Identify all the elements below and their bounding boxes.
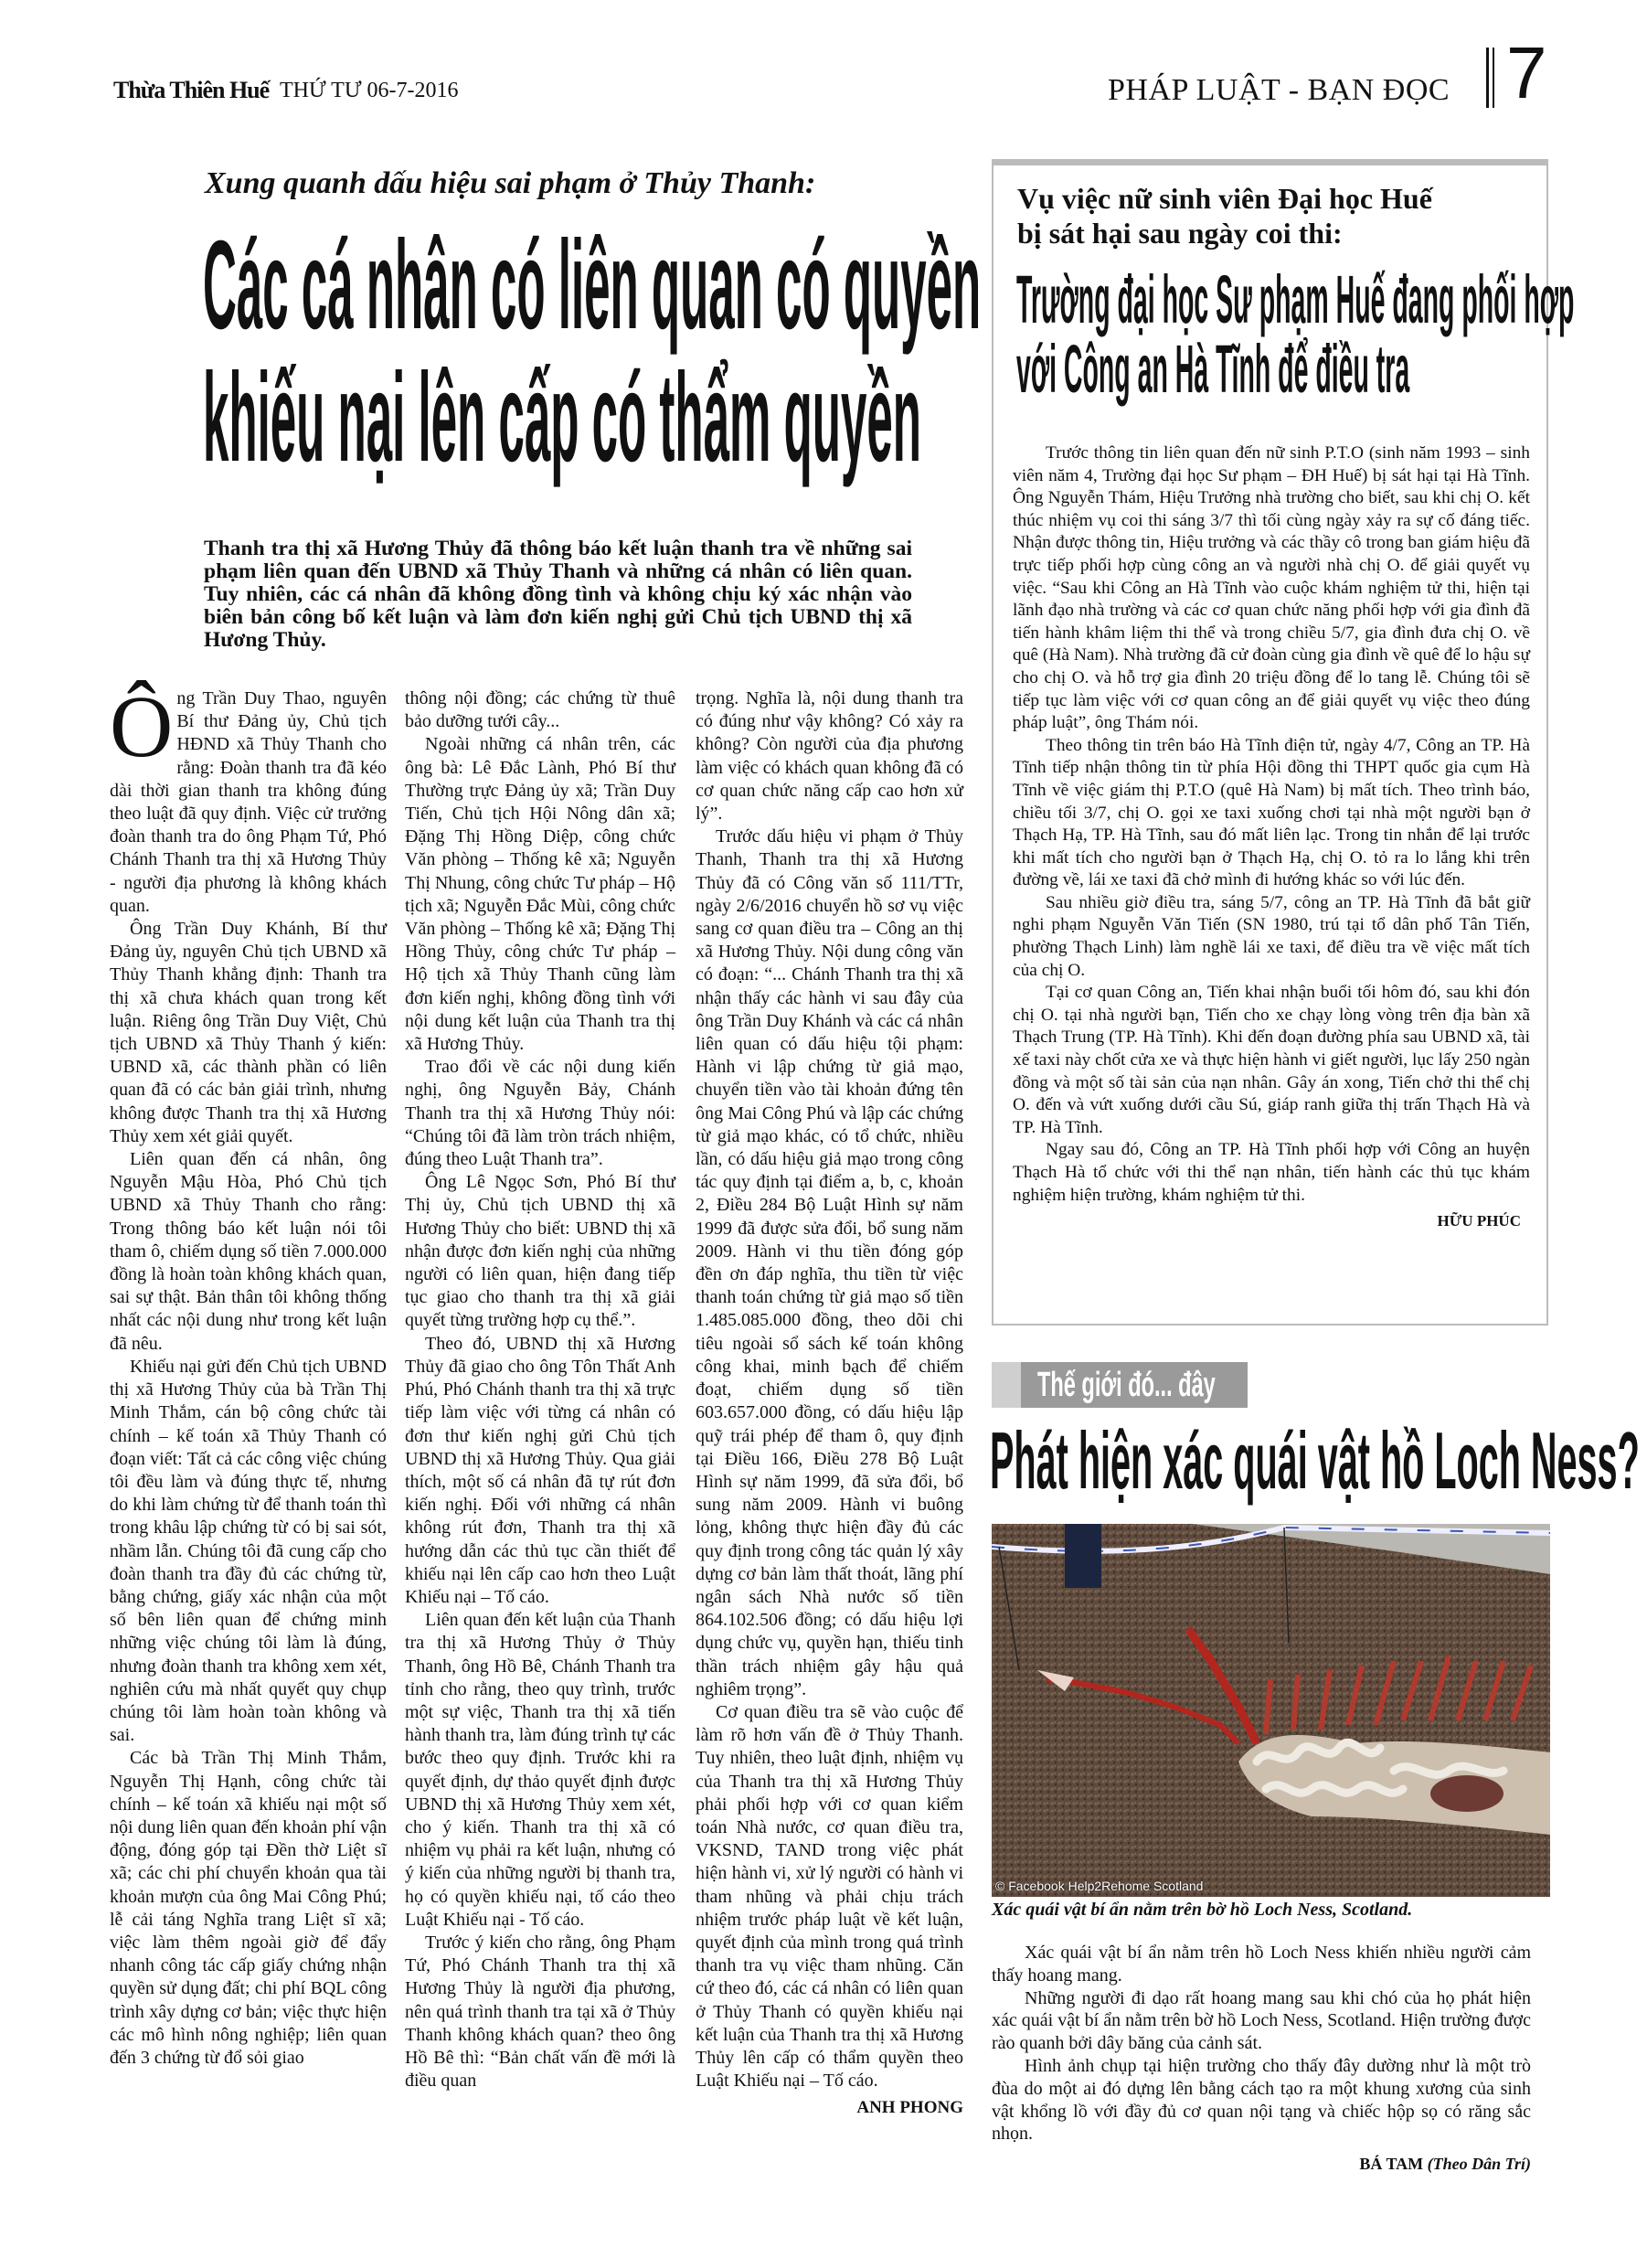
paragraph: Xác quái vật bí ẩn nằm trên hồ Loch Ness khiến nhiều người cảm thấy hoang mang. [992, 1943, 1531, 1986]
kicker-line: bị sát hại sau ngày coi thi: [1017, 217, 1343, 250]
divider [1493, 48, 1494, 108]
headline-line: khiếu nại lên cấp có thẩm quyền [203, 347, 921, 488]
paragraph: Ông Trần Duy Khánh, Bí thư Đảng ủy, nguyên Chủ tịch UBND xã Thủy Thanh khẳng định: Thanh tra thị xã chưa khách quan trong kết luận. Riêng ông Trần Duy Việt, Chủ tịch UBND xã Thủy Thanh ý kiến: UBND xã, các thành phần có liên quan đã có các bản giải trình, nhưng không được Thanh tra thị xã Hương Thủy xem xét giải quyết. [110, 919, 387, 1146]
side-kicker [1017, 181, 1432, 250]
section-tag [992, 1362, 1248, 1408]
issue-date: THỨ TƯ 06-7-2016 [280, 79, 459, 102]
divider [1486, 48, 1489, 108]
paragraph: Trước ý kiến cho rằng, ông Phạm Tứ, Phó Chánh Thanh tra thị xã Hương Thủy là người địa phương, nên quá trình thanh tra tại xã ở Thủy Thanh không khách quan? theo ông Hồ Bê thì: “Bản chất vấn đề mới là điều quan [405, 1932, 675, 2092]
kicker-line: Vụ việc nữ sinh viên Đại học Huế [1017, 182, 1432, 215]
tag-label: Thế giới đó... đây [1037, 1366, 1216, 1404]
photo-credit: © Facebook Help2Rehome Scotland [995, 1879, 1204, 1893]
paragraph: Ông Trần Duy Thao, nguyên Bí thư Đảng ủy, Chủ tịch HĐND xã Thủy Thanh cho rằng: Đoàn thanh tra đã kéo dài thời gian thanh tra không đúng theo luật đã quy định. Việc cử trưởng đoàn thanh tra do ông Phạm Tứ, Phó Chánh Thanh tra thị xã Hương Thủy - người địa phương là không khách quan. [110, 677, 387, 916]
byline: BÁ TAM (Theo Dân Trí) [1359, 2155, 1531, 2174]
masthead: Thừa Thiên Huế [113, 77, 270, 103]
byline: HỮU PHÚC [1437, 1212, 1521, 1230]
photo-caption: Xác quái vật bí ẩn nằm trên bờ hồ Loch Ness, Scotland. [992, 1900, 1413, 1920]
tag-accent [992, 1362, 1021, 1408]
loch-ness-photo [992, 1524, 1550, 1897]
paragraph: Tại cơ quan Công an, Tiến khai nhận buổi tối hôm đó, sau khi đón chị O. tại nhà người bạn, Tiến cho xe chạy lòng vòng trên địa bàn xã Thạch Trung (TP. Hà Tĩnh). Khi đến đoạn đường phía sau UBND xã, tài xế taxi này chốt cửa xe và thực hiện hành vi giết người, lục lấy 250 ngàn đồng và một số tài sản của nạn nhân. Gây án xong, Tiến chở thi thể chị O. đến và vứt xuống dưới cầu Sú, giáp ranh giữa thị trấn Thạch Hà và TP. Hà Tĩnh. [1013, 983, 1530, 1137]
paragraph: Ông Lê Ngọc Sơn, Phó Bí thư Thị ủy, Chủ tịch UBND thị xã Hương Thủy cho biết: UBND thị xã nhận được đơn kiến nghị của những người có liên quan, hiện đang tiếp tục giao cho thanh tra thị xã giải quyết từng trường hợp cụ thể.”. [405, 1172, 675, 1331]
side-body [1013, 442, 1530, 1233]
main-headline [203, 215, 982, 488]
paragraph: Theo đó, UBND thị xã Hương Thủy đã giao cho ông Tôn Thất Anh Phú, Phó Chánh thanh tra thị xã trực tiếp làm việc với từng cá nhân có đơn thư kiến nghị gửi Chủ tịch UBND thị xã Hương Thủy. Qua giải thích, một số cá nhân đã tự rút đơn kiến nghị. Đối với những cá nhân không rút đơn, Thanh tra thị xã hướng dẫn các thủ tục cần thiết để khiếu nại lên cấp cao hơn theo Luật Khiếu nại – Tố cáo. [405, 1333, 675, 1607]
world-headline: Phát hiện xác quái vật hồ Loch Ness? [990, 1415, 1640, 1506]
paragraph: trọng. Nghĩa là, nội dung thanh tra có đúng như vậy không? Có xảy ra không? Còn người của địa phương làm việc có khách quan không đã có cơ quan chức năng cấp cao hơn xử lý”. [696, 688, 963, 825]
paragraph: Cơ quan điều tra sẽ vào cuộc để làm rõ hơn vấn đề ở Thủy Thanh. Tuy nhiên, theo luật định, nhiệm vụ của Thanh tra thị xã Hương Thủy phải phối hợp với cơ quan kiểm toán Nhà nước, cơ quan điều tra, VKSND, TAND trong việc phát hiện hành vi, xử lý người có hành vi tham nhũng và phải chịu trách nhiệm trước pháp luật về kết luận, quyết định của mình trong quá trình thanh tra vụ việc tham nhũng. Căn cứ theo đó, các cá nhân có liên quan ở Thủy Thanh có quyền khiếu nại kết luận của Thanh tra thị xã Hương Thủy lên cấp có thẩm quyền theo Luật Khiếu nại – Tố cáo. [696, 1701, 963, 2092]
paragraph: Trước dấu hiệu vi phạm ở Thủy Thanh, Thanh tra thị xã Hương Thủy đã có Công văn số 111/TTr, ngày 2/6/2016 chuyển hồ sơ vụ việc sang cơ quan điều tra – Công an thị xã Hương Thủy. Nội dung công văn có đoạn: “... Chánh Thanh tra thị xã nhận thấy các hành vi sau đây của ông Trần Duy Khánh và các cá nhân liên quan có dấu hiệu tội phạm: Hành vi lập chứng từ giả mạo, chuyển tiền vào tài khoản đứng tên ông Mai Công Phú và lập các chứng từ giả mạo khác, có tổ chức, nhiều lần, có dấu hiệu giả mạo trong công tác quy định tại điểm a, b, c, khoản 2, Điều 284 Bộ Luật Hình sự năm 1999 đã được sửa đổi, bổ sung năm 2009. Hành vi thu tiền đóng góp đền ơn đáp nghĩa, thu tiền từ việc thanh toán chứng từ giả mạo số tiền 1.485.085.000 đồng, theo dõi chi tiêu ngoài sổ sách kế toán không công khai, minh bạch để chiếm đoạt, chiếm dụng số tiền 603.657.000 đồng, có dấu hiệu lập quỹ trái phép để tham ô, quy định tại Điều 166, Điều 278 Bộ Luật Hình sự năm 1999, đã sửa đổi, bổ sung năm 2009. Hành vi buông lỏng, không thực hiện đầy đủ các quy định trong công tác quản lý xây dựng cơ bản làm thất thoát, lãng phí ngân sách Nhà nước số tiền 864.102.506 đồng; có dấu hiệu lợi dụng chức vụ, quyền hạn, thiếu tinh thần trách nhiệm gây hậu quả nghiêm trọng”. [696, 826, 963, 1699]
drop-cap: Ô [110, 677, 174, 775]
paragraph: thông nội đồng; các chứng từ thuê bảo dưỡng tưới cây... [405, 688, 675, 732]
main-lead: Thanh tra thị xã Hương Thủy đã thông báo kết luận thanh tra về những sai phạm liên quan đến UBND xã Thủy Thanh và những cá nhân có liên quan. Tuy nhiên, các cá nhân đã không đồng tình và không chịu ký xác nhận vào biên bản công bố kết luận và làm đơn kiến nghị gửi Chủ tịch UBND thị xã Hương Thủy. [204, 537, 912, 652]
paragraph: Hình ảnh chụp tại hiện trường cho thấy đây dường như là một trò đùa do một ai đó dựng lên bằng cách tạo ra một khung xương của sinh vật khổng lồ với đầy đủ cơ quan nội tạng và chiếc hộp sọ có răng sắc nhọn. [992, 2055, 1531, 2145]
headline-line: Các cá nhân có liên quan có quyền [203, 215, 982, 356]
paragraph: Các bà Trần Thị Minh Thắm, Nguyễn Thị Hạnh, công chức tài chính – kế toán xã khiếu nại một số nội dung liên quan đến khoản phí vận động, đóng góp tại Đền thờ Liệt sĩ xã; các chi phí chuyển khoản qua tài khoản mượn của ông Mai Công Phú; lễ cải táng Nghĩa trang Liệt sĩ xã; việc làm thêm ngoài giờ để đẩy nhanh công tác cấp giấy chứng nhận quyền sử dụng đất; chi phí BQL công trình xây dựng cơ bản; việc thực hiện các mô hình nông nghiệp; liên quan đến 3 chứng từ đổ sỏi giao [110, 1748, 387, 2068]
monster-carcass-image [992, 1524, 1550, 1897]
paragraph: Trao đổi về các nội dung kiến nghị, ông Nguyễn Bảy, Chánh Thanh tra thị xã Hương Thủy nói: “Chúng tôi đã làm tròn trách nhiệm, đúng theo Luật Thanh tra”. [405, 1057, 675, 1170]
paragraph: Sau nhiều giờ điều tra, sáng 5/7, công an TP. Hà Tĩnh đã bắt giữ nghi phạm Nguyễn Văn Tiến (SN 1980, trú tại tổ dân phố Tân Tiến, phường Thạch Linh) làm nghề lái xe taxi, để điều tra về việc mất tích của chị O. [1013, 892, 1530, 980]
paragraph: Ngoài những cá nhân trên, các ông bà: Lê Đắc Lành, Phó Bí thư Thường trực Đảng ủy xã; Trần Duy Tiến, Chủ tịch Hội Nông dân xã; Đặng Thị Hồng Diệp, công chức Văn phòng – Thống kê xã; Nguyễn Thị Nhung, công chức Tư pháp – Hộ tịch xã; Nguyễn Đắc Mùi, công chức Văn phòng – Thống kê xã; Đặng Thị Hồng Thủy, công chức Tư pháp – Hộ tịch xã Thủy Thanh cũng làm đơn kiến nghị, không đồng tình với nội dung kết luận của Thanh tra thị xã Hương Thủy. [405, 734, 675, 1055]
paragraph: Liên quan đến kết luận của Thanh tra thị xã Hương Thủy ở Thủy Thanh, ông Hồ Bê, Chánh Thanh tra tỉnh cho rằng, theo quy trình, trước một sự việc, Thanh tra thị xã tiến hành thanh tra, làm đúng trình tự các bước theo quy định. Trước khi ra quyết định, dự thảo quyết định được UBND thị xã Hương Thủy xem xét, cho ý kiến. Thanh tra thị xã có nhiệm vụ phải ra kết luận, nhưng có ý kiến của những người bị thanh tra, họ có quyền khiếu nại, tố cáo theo Luật Khiếu nại - Tố cáo. [405, 1610, 675, 1930]
paragraph: Theo thông tin trên báo Hà Tĩnh điện tử, ngày 4/7, Công an TP. Hà Tĩnh tiếp nhận thông tin từ phía Hội đồng thi THPT quốc gia cụm Hà Tĩnh về việc giám thị P.T.O (quê Hà Nam) bị mất tích. Theo trình báo, chiều tối 3/7, chị O. gọi xe taxi xuống chơi tại nhà một người bạn ở Thạch Hạ, TP. Hà Tĩnh, sau đó mất liên lạc. Trong tin nhắn để lại trước khi mất tích cho người bạn ở Thạch Hạ, chị O. tỏ ra lo lắng khi trên đường về, lái xe taxi đã chở mình đi hướng khác so với lúc đến. [1013, 735, 1530, 890]
paragraph: Khiếu nại gửi đến Chủ tịch UBND thị xã Hương Thủy của bà Trần Thị Minh Thắm, cán bộ công chức tài chính – kế toán xã Thủy Thanh có đoạn viết: Tất cả các công việc chúng tôi đều làm và đúng thực tế, nhưng do khi làm chứng từ để thanh toán thì trong khâu lập chứng từ có bị sai sót, nhầm lẫn. Chúng tôi đã cung cấp cho đoàn thanh tra đầy đủ các chứng từ, bằng chứng, giấy xác nhận của một số bên liên quan để chứng minh những việc chúng tôi làm là đúng, nhưng đoàn thanh tra không xem xét, nghiên cứu mà nhất quyết quy chụp chúng tôi làm hoàn toàn không và sai. [110, 1356, 387, 1746]
paragraph: Những người đi dạo rất hoang mang sau khi chó của họ phát hiện xác quái vật bí ẩn nằm trên bờ hồ Loch Ness, Scotland. Hiện trường được rào quanh bởi dây băng của cảnh sát. [992, 1987, 1531, 2054]
main-column-3 [696, 687, 963, 2120]
main-column-1 [110, 677, 387, 2070]
paragraph: Liên quan đến cá nhân, ông Nguyễn Mậu Hòa, Phó Chủ tịch UBND xã Thủy Thanh cho rằng: Trong thông báo kết luận nói tôi tham ô, chiếm dụng số tiền 7.000.000 đồng là hoàn toàn không khách quan, sai sự thật. Bản thân tôi không thống nhất các nội dung như trong kết luận đã nêu. [110, 1149, 387, 1354]
byline: ANH PHONG [856, 2098, 963, 2118]
main-column-2 [405, 687, 675, 2092]
main-kicker: Xung quanh dấu hiệu sai phạm ở Thủy Thanh: [205, 166, 816, 200]
headline-line: Trường đại học Sư phạm Huế đang phối hợp [1016, 261, 1575, 337]
page-number: 7 [1506, 32, 1547, 113]
paragraph: Trước thông tin liên quan đến nữ sinh P.T.O (sinh năm 1993 – sinh viên năm 4, Trường đại học Sư phạm – ĐH Huế) bị sát hại tại Hà Tĩnh. Ông Nguyễn Thám, Hiệu Trưởng nhà trường cho biết, sau khi chị O. kết thúc nhiệm vụ coi thi sáng 3/7 thì tối cùng ngày xảy ra sự cố đáng tiếc. Nhận được thông tin, Hiệu trưởng và các thầy cô trong ban giám hiệu đã trực tiếp phối hợp cùng công an và người nhà chị O. để giải quyết vụ việc. “Sau khi Công an Hà Tĩnh vào cuộc khám nghiệm tử thi, hiện tại lãnh đạo nhà trường và các cơ quan chức năng phối hợp với gia đình đã tiến hành khâm liệm thi thể và trong chiều 5/7, gia đình đưa chị O. về quê (Hà Nam). Nhà trường đã cử đoàn cùng gia đình về quê để lo hậu sự cho chị O. và hỗ trợ gia đình 20 triệu đồng để lo tang lễ. Chúng tôi sẽ tiếp tục làm việc với cơ quan công an để giải quyết vụ việc theo đúng pháp luật”, ông Thám nói. [1013, 443, 1530, 733]
headline-line: với Công an Hà Tĩnh để điều tra [1016, 331, 1410, 407]
paragraph: Ngay sau đó, Công an TP. Hà Tĩnh phối hợp với Công an huyện Thạch Hà tổ chức với thi thể nạn nhân, tiến hành các thủ tục khám nghiệm hiện trường, khám nghiệm tử thi. [1013, 1140, 1530, 1205]
section-title: PHÁP LUẬT - BẠN ĐỌC [1108, 73, 1450, 107]
side-headline [1016, 261, 1575, 407]
world-body [992, 1942, 1531, 2176]
